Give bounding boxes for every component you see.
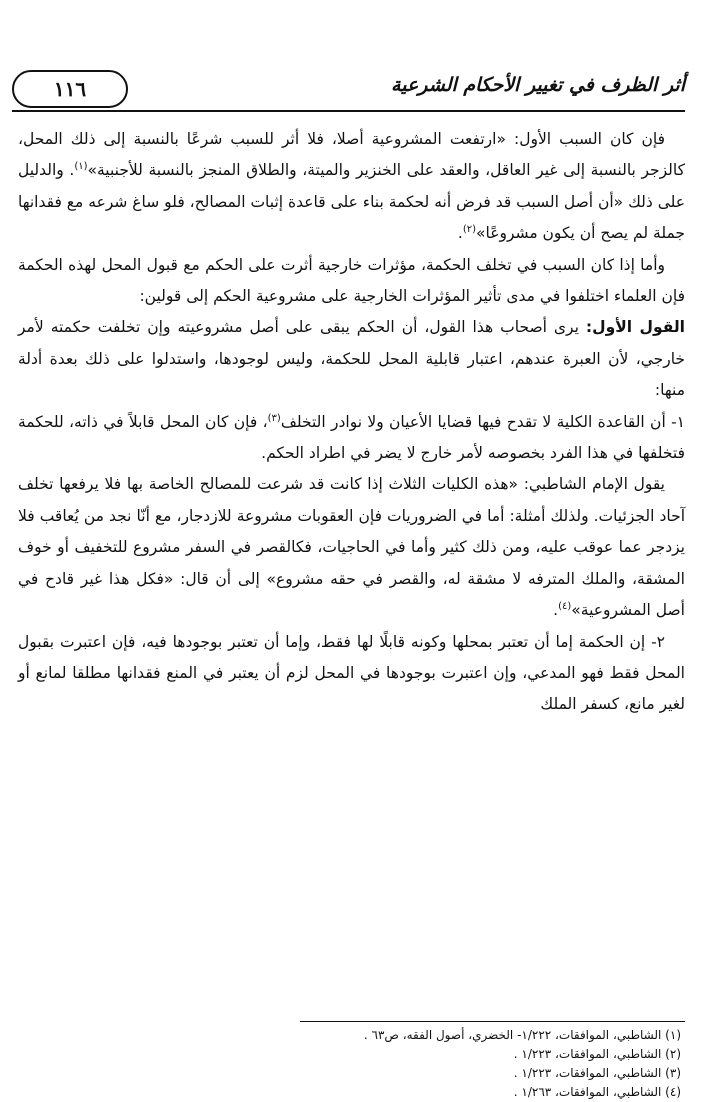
paragraph-1-text-c: . [457,224,463,243]
paragraph-5-text-a: يقول الإمام الشاطبي: «هذه الكليات الثلاث إذا كانت قد شرعت للمصالح الخاصة بها فلا يرفعها تخلف آحاد الجزئيات. ولذلك أمثلة: أما في الضروريات فإن العقوبات مشروعة للازدجار، مع أنّا نجد من يُعاقب فلا يزدجر عما عوقب عليه، ومن ذلك كثير وأما في الحاجيات، فكالقصر في السفر مشروع للتخفيف أو خوف المشقة، والملك المترفه لا مشقة له، والقصر في حقه مشروع» إلى أن قال: «فكل هذا غير قادح في أصل المشروعية» [18,475,685,620]
paragraph-1-text-a: فإن كان السبب الأول: «ارتفعت المشروعية أصلا، فلا أثر للسبب شرعًا بالنسبة إلى ذلك المحل، كالزجر بالنسبة إلى غير العاقل، والعقد على الخنزير والميتة، والطلاق المنجز بالنسبة للأجنبية» [18,130,685,180]
paragraph-1-text-b: . والدليل على ذلك «أن أصل السبب قد فرض أنه لحكمة بناء على قاعدة إثبات المصالح، فلو ساغ شرعه مع فقدانها جملة لم يصح أن يكون مشروعًا» [17,161,685,243]
footnote-rule [300,1021,685,1022]
body-text [18,124,685,721]
paragraph-5-text-b: . [553,601,559,620]
page-header [12,70,685,116]
footnote-marker-2: (٢) [462,224,476,236]
paragraph-4 [18,407,685,470]
footnote-1: (١) الشاطبي، الموافقات، ١/٢٢٢- الخضري، أصول الفقه، ص٦٣ . [363,1028,681,1042]
header-rule [12,110,685,112]
paragraph-6: ٢- إن الحكمة إما أن تعتبر بمحلها وكونه قابلًا لها فقط، وإما أن تعتبر بوجودها فيه، فإن اعتبرت بقبول المحل فقط فهو المدعي، وإن اعتبرت بوجودها في المحل لزم أن يعتبر في المنع فقدانها مطلقا لمانع أو لغير مانع، كسفر الملك [18,632,685,714]
paragraph-2: وأما إذا كان السبب في تخلف الحكمة، مؤثرات خارجية أثرت على الحكم مع قبول المحل لهذه الحكمة فإن العلماء اختلفوا في مدى تأثير المؤثرات الخارجية على مشروعية الحكم إلى قولين: [18,255,685,306]
footnote-4: (٤) الشاطبي، الموافقات، ١/٢٦٣ . [513,1085,681,1099]
footnote-3: (٣) الشاطبي، الموافقات، ١/٢٢٣ . [513,1066,681,1080]
footnotes [18,1026,681,1102]
running-title: أثر الظرف في تغيير الأحكام الشرعية [391,74,685,96]
paragraph-3-text: يرى أصحاب هذا القول، أن الحكم يبقى على أصل مشروعيته وإن تخلفت حكمته لأمر خارجي، لأن العبرة عندهم، اعتبار قابلية المحل للحكمة، وليس لوجودها، واستدلوا على ذلك بعدة أدلة منها: [18,318,685,400]
paragraph-4-text-a: ١- أن القاعدة الكلية لا تقدح فيها قضايا الأعيان ولا نوادر التخلف [280,412,685,431]
footnote-marker-3: (٣) [267,412,281,424]
footnote-2: (٢) الشاطبي، الموافقات، ١/٢٢٣ . [513,1047,681,1061]
page-number: ١١٦ [12,70,128,108]
paragraph-4-text-b: ، فإن كان المحل قابلاً في ذاته، للحكمة فتخلفها في هذا الفرد بخصوصه لأمر خارج لا يضر في اطراد الحكم. [18,412,685,463]
first-opinion-label: القول الأول: [585,318,685,337]
paragraph-3 [18,312,685,406]
footnote-marker-4: (٤) [558,600,572,612]
footnote-marker-1: (١) [74,161,88,173]
paragraph-1 [18,124,685,250]
paragraph-5 [18,469,685,626]
